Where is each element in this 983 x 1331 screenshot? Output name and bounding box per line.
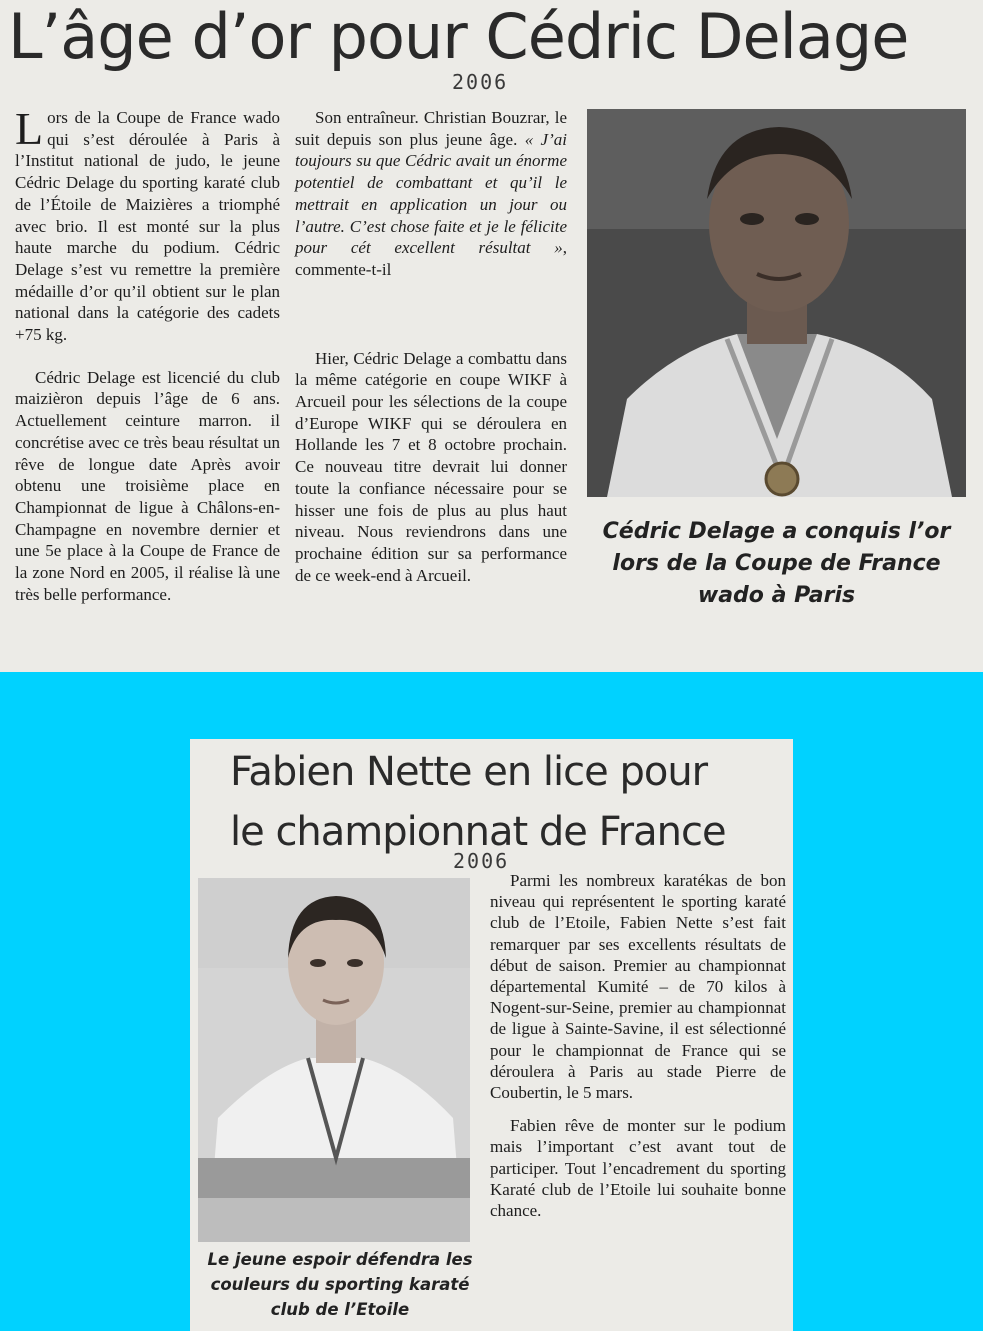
- drop-cap: L: [15, 103, 44, 154]
- paragraph: Cédric Delage est licencié du club maizièron depuis l’âge de 6 ans. Actuellement ceinture marron. il concrétise avec ce très beau résultat un rêve de longue date Après avoir obtenu une troisième place en Championnat de ligue à Châlons-en-Champagne en novembre dernier et une 5e place à la Coupe de France de la zone Nord en 2005, il réalise là une très belle performance.: [15, 367, 280, 604]
- paragraph: Hier, Cédric Delage a combattu dans la même catégorie en coupe WIKF à Arcueil pour les sélections de la coupe d’Europe WIKF qui se déroulera en Hollande les 7 et 8 octobre prochain. Ce nouveau titre devrait lui donner toute la confiance nécessaire pour se hisser une fois de plus au plus haut niveau. Nous reviendrons dans une prochaine édition sur sa performance de ce week-end à Arcueil.: [295, 348, 567, 585]
- paragraph: Parmi les nombreux karatékas de bon niveau qui représentent le sporting karaté club de l’Etoile, Fabien Nette s’est fait remarquer par ses excellents résultats de début de saison. Premier au championnat départemental Kumité – de 70 kilos à Nogent-sur-Seine, premier au championnat de ligue à Sainte-Savine, il est sélectionné pour le championnat de France qui se déroulera à Paris au stade Pierre de Coubertin, le 5 mars.: [490, 871, 786, 1103]
- photo-caption: Cédric Delage a conquis l’or lors de la Coupe de France wado à Paris: [602, 519, 951, 608]
- paragraph: [15, 103, 280, 346]
- paragraph-text: ors de la Coupe de France wado qui s’est déroulée à Paris à l’Institut national de judo, le jeune Cédric Delage du sporting karaté club de l’Étoile de Maizières a triomphé avec brio. Il est monté sur la plus haute marche du podium. Cédric Delage s’est vu remettre la première médaille d’or qu’il obtient sur le plan national dans la catégorie des cadets +75 kg.: [15, 108, 280, 345]
- photo-cedric-delage: [587, 109, 966, 497]
- photo-caption: Le jeune espoir défendra les couleurs du sporting karaté club de l’Etoile: [207, 1250, 473, 1319]
- text-column: [490, 870, 786, 1221]
- headline-line-1: Fabien Nette en lice pour: [230, 749, 708, 795]
- headline-line-2: le championnat de France: [230, 809, 726, 855]
- paragraph-text: Son entraîneur. Christian Bouzrar, le suit depuis son plus jeune âge.: [295, 108, 567, 149]
- text-column-1: [15, 103, 280, 605]
- text-column-2: [295, 107, 567, 586]
- handwritten-year: 2006: [452, 70, 509, 94]
- photo-illustration: [198, 878, 470, 1242]
- paragraph-text: , commente-t-il: [295, 238, 567, 279]
- quote: « J’ai toujours su que Cédric avait un énorme potentiel de combattant et qu’il le mettrait en application un jour ou l’autre. C’est chose faite et je le félicite pour cét excellent résultat »: [295, 129, 567, 258]
- handwritten-year: 2006: [453, 849, 510, 873]
- headline: L’âge d’or pour Cédric Delage: [8, 0, 909, 73]
- paragraph: [295, 107, 567, 281]
- photo-fabien-nette: [198, 878, 470, 1242]
- photo-illustration: [587, 109, 966, 497]
- paragraph: Fabien rêve de monter sur le podium mais l’important c’est avant tout de participer. Tout l’encadrement du sporting Karaté club de l’Etoile lui souhaite bonne chance.: [490, 1116, 786, 1221]
